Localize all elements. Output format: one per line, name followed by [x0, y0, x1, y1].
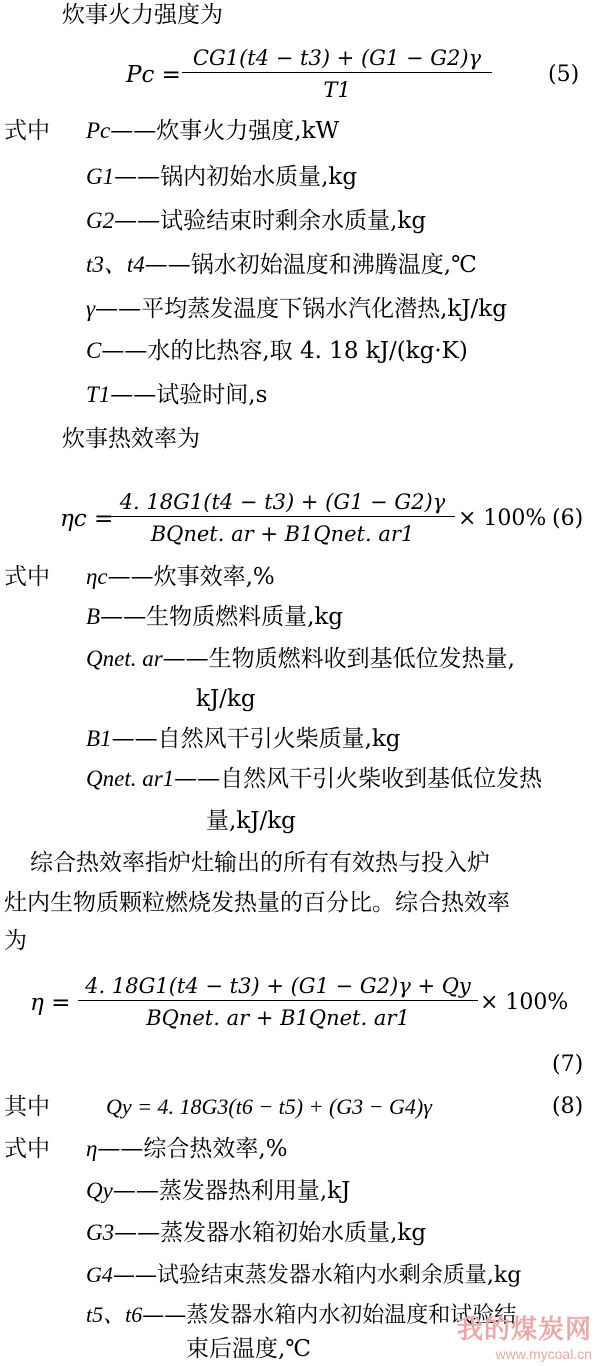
- def-symbol: Qnet. ar1: [86, 766, 175, 791]
- eq6-lhs: ηc =: [60, 506, 114, 532]
- def-symbol: B1: [86, 726, 112, 751]
- def-row: [86, 206, 426, 236]
- eq7-rhs: × 100%: [480, 990, 569, 1015]
- def-text: ——综合热效率,%: [97, 1136, 288, 1162]
- def-text: ——蒸发器水箱初始水质量,kg: [114, 1220, 427, 1246]
- eq6-numerator: 4. 18G1(t4 − t3) + (G1 − G2)γ: [119, 490, 446, 514]
- eq8-expression: Qy = 4. 18G3(t6 − t5) + (G3 − G4)γ: [106, 1094, 432, 1119]
- def-row: [86, 1176, 350, 1206]
- def-text: ——平均蒸发温度下锅水汽化潜热,kJ/kg: [95, 296, 507, 322]
- eq7-numerator: 4. 18G1(t4 − t3) + (G1 − G2)γ + Qy: [85, 974, 471, 998]
- def-row: [86, 724, 401, 754]
- def-symbol: Pc: [86, 118, 111, 143]
- def-symbol: T1: [86, 382, 111, 407]
- watermark-logo: [457, 1309, 592, 1362]
- eq5-lhs: Pc =: [126, 62, 181, 88]
- def-row: [86, 116, 339, 146]
- def-text: ——水的比热容,取 4. 18 kJ/(kg·K): [101, 338, 468, 364]
- def-continuation: 量,kJ/kg: [206, 808, 296, 834]
- eq8-number: (8): [552, 1094, 584, 1119]
- eq6-denominator: BQnet. ar + B1Qnet. ar1: [110, 516, 455, 548]
- def-text: ——试验时间,s: [110, 382, 268, 408]
- eq7-fraction: [78, 972, 478, 1032]
- def-row: [86, 602, 343, 632]
- def-row: [86, 562, 275, 592]
- eq7-lhs: η =: [30, 990, 71, 1016]
- def-text: ——试验结束时剩余水质量,kg: [114, 208, 427, 234]
- eq6-intro: 炊事热效率为: [62, 426, 200, 452]
- def-row: [86, 764, 542, 794]
- def-text: ——生物质燃料收到基低位发热量,: [162, 646, 515, 672]
- def-row: [86, 294, 507, 324]
- def-text: ——自然风干引火柴质量,kg: [111, 726, 401, 752]
- defs5-lead: 式中: [4, 118, 50, 144]
- def-symbol: t3、t4: [86, 252, 145, 277]
- eq6-rhs: × 100%: [458, 506, 547, 531]
- def-symbol: ηc: [86, 564, 108, 589]
- def-symbol: γ: [86, 296, 96, 321]
- def-symbol: η: [86, 1136, 98, 1161]
- def-symbol: G2: [86, 208, 115, 233]
- def-symbol: Qy: [86, 1178, 113, 1203]
- eq5-number: (5): [548, 62, 580, 87]
- def-row: [86, 162, 357, 192]
- def-text: ——试验结束蒸发器水箱内水剩余质量,kg: [112, 1263, 522, 1288]
- def-text: ——锅内初始水质量,kg: [114, 164, 358, 190]
- eq7-denominator: BQnet. ar + B1Qnet. ar1: [78, 1000, 478, 1032]
- defs8-lead: 式中: [4, 1136, 50, 1162]
- def-text: ——炊事火力强度,kW: [110, 118, 340, 144]
- def-row: [86, 1260, 521, 1291]
- def-row: [86, 336, 468, 366]
- eq5-fraction: [182, 44, 492, 104]
- paragraph-line: 综合热效率指炉灶输出的所有有效热与投入炉: [30, 850, 490, 876]
- eq8-lead: 其中: [4, 1094, 50, 1120]
- def-text: ——蒸发器水箱内水初始温度和试验结: [142, 1303, 517, 1328]
- eq6-number: (6): [552, 506, 584, 531]
- def-row: [86, 1300, 516, 1331]
- def-continuation: 束后温度,℃: [186, 1336, 312, 1362]
- def-symbol: G4: [86, 1262, 113, 1287]
- def-row: [86, 1218, 426, 1248]
- watermark-url: www.mycoal.cn: [495, 1346, 592, 1362]
- def-row: [86, 1134, 288, 1164]
- watermark-text: 我的煤炭网: [456, 1314, 592, 1344]
- def-row: [86, 380, 267, 410]
- def-text: ——蒸发器热利用量,kJ: [112, 1178, 351, 1204]
- eq7-number: (7): [552, 1052, 584, 1077]
- eq5-numerator: CG1(t4 − t3) + (G1 − G2)γ: [192, 46, 482, 70]
- def-symbol: t5、t6: [86, 1302, 143, 1327]
- def-text: ——生物质燃料质量,kg: [100, 604, 344, 630]
- eq5-denominator: T1: [182, 72, 492, 104]
- def-symbol: G3: [86, 1220, 115, 1245]
- eq6-fraction: [110, 488, 455, 548]
- def-symbol: G1: [86, 164, 115, 189]
- def-symbol: Qnet. ar: [86, 646, 163, 671]
- def-continuation: kJ/kg: [196, 686, 256, 712]
- def-text: ——自然风干引火柴收到基低位发热: [174, 766, 543, 792]
- paragraph-line: 灶内生物质颗粒燃烧发热量的百分比。综合热效率: [4, 890, 510, 916]
- def-text: ——炊事效率,%: [107, 564, 275, 590]
- def-text: ——锅水初始温度和沸腾温度,℃: [144, 252, 477, 278]
- paragraph-line: 为: [4, 928, 27, 954]
- eq5-intro: 炊事火力强度为: [62, 2, 223, 28]
- def-row: [86, 644, 515, 674]
- def-symbol: C: [86, 338, 102, 363]
- defs6-lead: 式中: [4, 564, 50, 590]
- def-symbol: B: [86, 604, 101, 629]
- def-row: [86, 250, 477, 280]
